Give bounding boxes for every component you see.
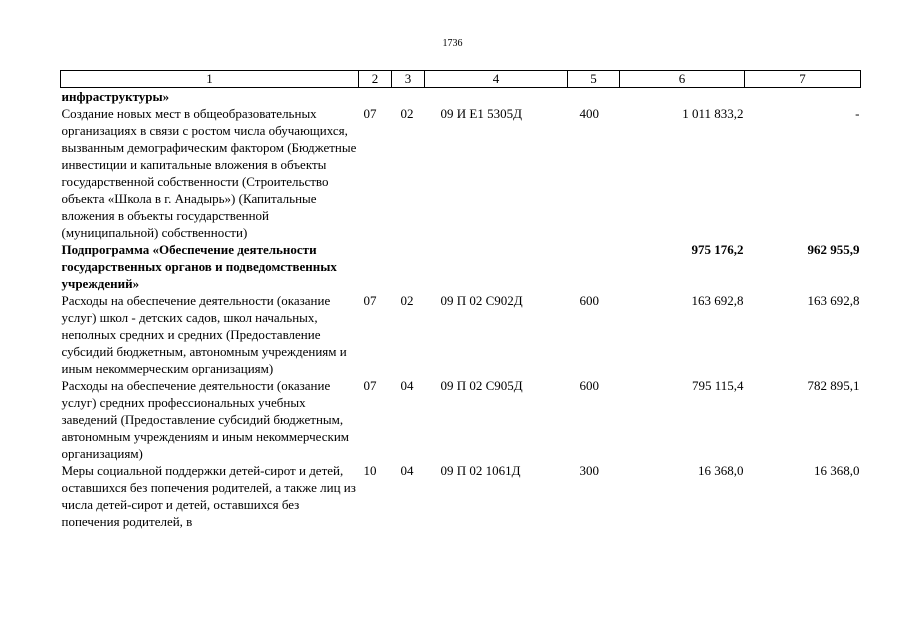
subsection-code-cell: 04 bbox=[400, 463, 414, 478]
column-header-6: 6 bbox=[620, 71, 745, 88]
subsection-code-cell: 02 bbox=[400, 293, 414, 308]
section-code-cell bbox=[359, 241, 392, 292]
description-cell: Расходы на обеспечение деятельности (оказание услуг) средних профессиональных учебных заведений (Предоставление субсидий бюджетным, автономным учреждениям и иным некоммерческим организациям) bbox=[61, 378, 350, 461]
subsection-code-cell: 04 bbox=[400, 378, 414, 393]
amount-col6-cell bbox=[620, 88, 745, 106]
subsection-code-cell: 02 bbox=[400, 106, 414, 121]
subsection-code-cell bbox=[392, 88, 425, 106]
section-code-cell: 07 bbox=[363, 378, 377, 393]
target-article-cell: 09 П 02 1061Д bbox=[440, 463, 521, 478]
description-cell: Подпрограмма «Обеспечение деятельности государственных органов и подведомственных учреждений» bbox=[61, 242, 337, 291]
subsection-code-cell bbox=[392, 241, 425, 292]
amount-col6-cell: 975 176,2 bbox=[691, 242, 744, 257]
amount-col7-cell bbox=[745, 88, 861, 106]
description-cell: инфраструктуры» bbox=[61, 89, 170, 104]
target-article-cell: 09 И Е1 5305Д bbox=[440, 106, 522, 121]
amount-col7-cell: 962 955,9 bbox=[807, 242, 860, 257]
expense-type-cell: 300 bbox=[579, 463, 599, 478]
amount-col6-cell: 1 011 833,2 bbox=[682, 106, 744, 121]
description-cell: Расходы на обеспечение деятельности (оказание услуг) школ - детских садов, школ начальных, неполных средних и средних (Предоставление субсидий бюджетным, автономным учреждениям и иным некоммерческим организациям) bbox=[61, 293, 347, 376]
table-row bbox=[61, 241, 861, 292]
expense-type-cell: 400 bbox=[579, 106, 599, 121]
column-header-3: 3 bbox=[392, 71, 425, 88]
table-row bbox=[61, 292, 861, 377]
expense-type-cell bbox=[568, 241, 620, 292]
section-code-cell: 10 bbox=[363, 463, 377, 478]
column-header-1: 1 bbox=[61, 71, 359, 88]
amount-col6-cell: 163 692,8 bbox=[691, 293, 744, 308]
table-row bbox=[61, 377, 861, 462]
table-body bbox=[61, 88, 861, 531]
target-article-cell bbox=[425, 241, 568, 292]
description-cell: Меры социальной поддержки детей-сирот и детей, оставшихся без попечения родителей, а также лиц из числа детей-сирот и детей, оставшихся без попечения родителей, в bbox=[61, 463, 356, 529]
table-row bbox=[61, 462, 861, 530]
expense-type-cell bbox=[568, 88, 620, 106]
column-header-4: 4 bbox=[425, 71, 568, 88]
target-article-cell bbox=[425, 88, 568, 106]
amount-col7-cell: 782 895,1 bbox=[807, 378, 860, 393]
budget-table bbox=[60, 70, 861, 530]
amount-col7-cell: 16 368,0 bbox=[814, 463, 860, 478]
expense-type-cell: 600 bbox=[579, 378, 599, 393]
page-number: 1736 bbox=[442, 38, 463, 49]
description-cell: Создание новых мест в общеобразовательных организациях в связи с ростом числа обучающихся, вызванным демографическим фактором (Бюджетные инвестиции и капитальные вложения в объекты государственной собственности (Строительство объекта «Школа в г. Анадырь») (Капитальные вложения в объекты государственной (муниципальной) собственности) bbox=[61, 106, 357, 240]
table-row bbox=[61, 88, 861, 106]
expense-type-cell: 600 bbox=[579, 293, 599, 308]
column-header-2: 2 bbox=[359, 71, 392, 88]
amount-col7-cell: 163 692,8 bbox=[807, 293, 860, 308]
column-header-5: 5 bbox=[568, 71, 620, 88]
section-code-cell bbox=[359, 88, 392, 106]
column-header-7: 7 bbox=[745, 71, 861, 88]
target-article-cell: 09 П 02 С902Д bbox=[440, 293, 523, 308]
header-row bbox=[61, 71, 861, 88]
section-code-cell: 07 bbox=[363, 293, 377, 308]
amount-col6-cell: 16 368,0 bbox=[698, 463, 744, 478]
amount-col7-cell: - bbox=[855, 106, 860, 121]
target-article-cell: 09 П 02 С905Д bbox=[440, 378, 523, 393]
section-code-cell: 07 bbox=[363, 106, 377, 121]
amount-col6-cell: 795 115,4 bbox=[691, 378, 744, 393]
table-row bbox=[61, 105, 861, 241]
